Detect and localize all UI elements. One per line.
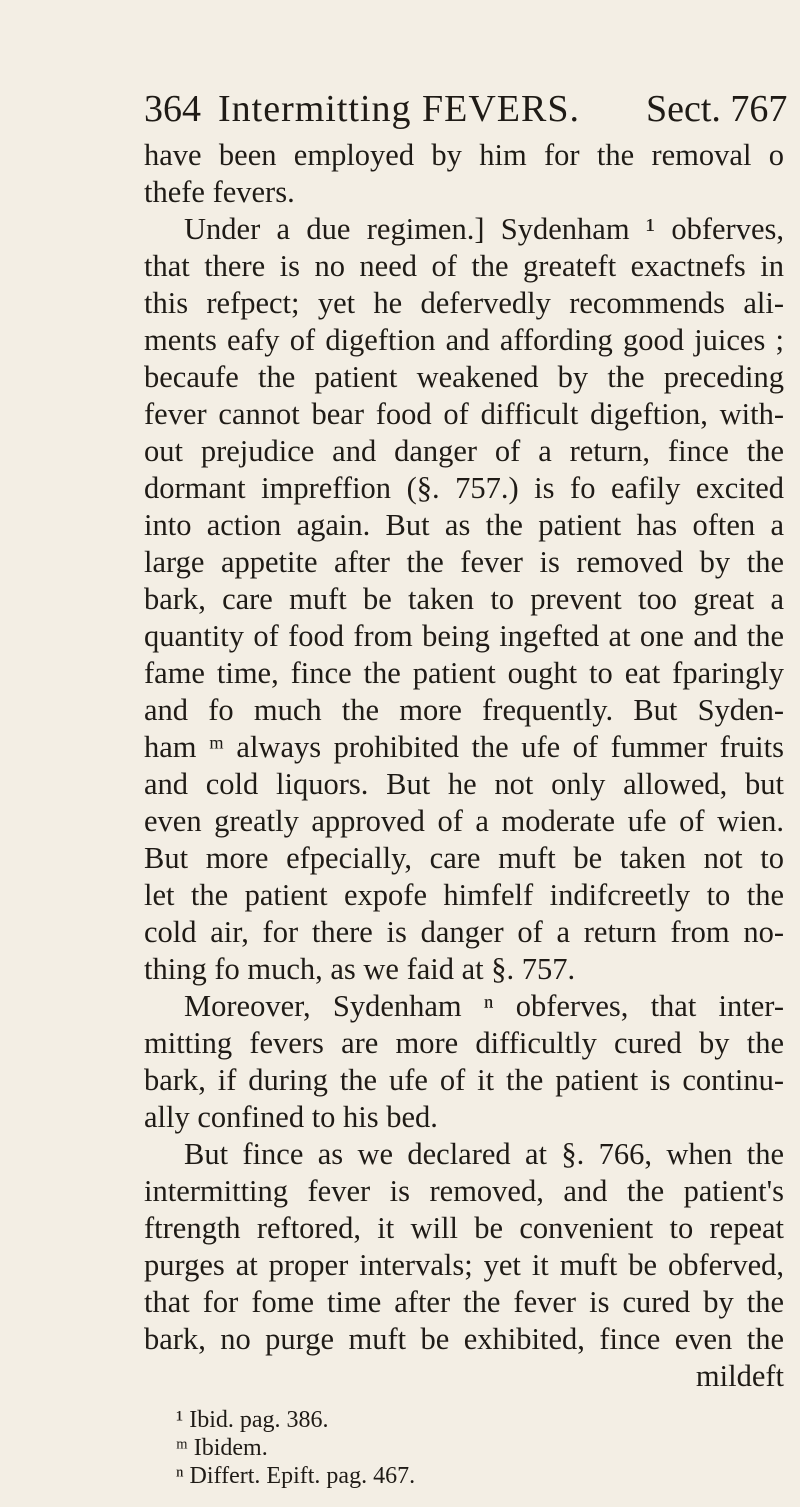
text-line: large appetite after the fever is removed by the [144, 545, 784, 579]
text-line: thing fo much, as we faid at §. 757. [144, 952, 576, 986]
text-line: bark, care muft be taken to prevent too great a [144, 582, 784, 616]
text-line: But fince as we declared at §. 766, when the [184, 1137, 784, 1171]
footnote: ¹ Ibid. pag. 386. [176, 1407, 329, 1433]
text-line: out prejudice and danger of a return, fince the [144, 434, 784, 468]
text-line: that for fome time after the fever is cured by the [144, 1285, 784, 1319]
footnote: ᵐ Ibidem. [176, 1435, 268, 1461]
text-line: becaufe the patient weakened by the preceding [144, 360, 784, 394]
text-line: ftrength reftored, it will be convenient to repeat [144, 1211, 784, 1245]
text-line: cold air, for there is danger of a return from no- [144, 915, 784, 949]
text-line: thefe fevers. [144, 175, 295, 209]
text-line: purges at proper intervals; yet it muft be obferved, [144, 1248, 784, 1282]
text-line: and cold liquors. But he not only allowed, but [144, 767, 784, 801]
text-line: fever cannot bear food of difficult digeftion, with- [144, 397, 784, 431]
text-line: But more efpecially, care muft be taken not to [144, 841, 784, 875]
text-line: bark, no purge muft be exhibited, fince even the [144, 1322, 784, 1356]
footnote: ⁿ Differt. Epift. pag. 467. [176, 1463, 416, 1489]
text-line: intermitting fever is removed, and the patient's [144, 1174, 784, 1208]
catchword: mildeft [695, 1359, 784, 1393]
text-line: ally confined to his bed. [144, 1100, 438, 1134]
page-number: 364 [144, 88, 201, 130]
text-line: and fo much the more frequently. But Syden- [144, 693, 784, 727]
text-line: even greatly approved of a moderate ufe of wien. [144, 804, 784, 838]
text-line: this refpect; yet he defervedly recommends ali- [144, 286, 784, 320]
running-title: Intermitting FEVERS. [218, 88, 580, 130]
text-line: have been employed by him for the removal o [144, 138, 784, 172]
text-line: let the patient expofe himfelf indifcreetly to the [144, 878, 784, 912]
text-line: into action again. But as the patient has often a [144, 508, 784, 542]
text-line: ham ᵐ always prohibited the ufe of fummer fruits [144, 730, 784, 764]
text-line: dormant impreffion (§. 757.) is fo eafily excited [144, 471, 784, 505]
text-line: fame time, fince the patient ought to eat fparingly [144, 656, 784, 690]
text-line: bark, if during the ufe of it the patient is continu- [144, 1063, 784, 1097]
text-line: ments eafy of digeftion and affording good juices ; [144, 323, 784, 357]
text-line: Under a due regimen.] Sydenham ¹ obferves, [184, 212, 784, 246]
text-line: that there is no need of the greateft exactnefs in [144, 249, 784, 283]
running-header [144, 84, 788, 134]
section-number: Sect. 767 [646, 88, 788, 130]
text-line: Moreover, Sydenham ⁿ obferves, that inter- [184, 989, 784, 1023]
text-line: quantity of food from being ingefted at one and the [144, 619, 784, 653]
text-line: mitting fevers are more difficultly cured by the [144, 1026, 784, 1060]
